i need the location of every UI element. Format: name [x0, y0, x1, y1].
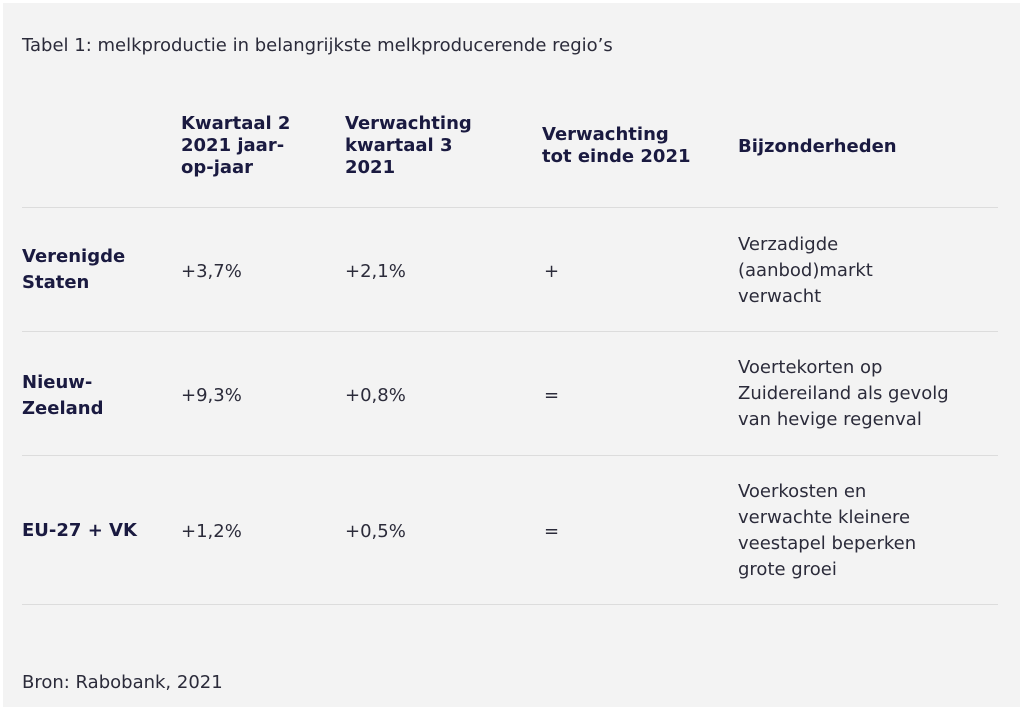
row-divider: [22, 455, 998, 456]
cell-us-q3: +2,1%: [345, 261, 406, 282]
cell-us-notes: Verzadigde (aanbod)markt verwacht: [738, 234, 873, 307]
cell-eu-q2: +1,2%: [181, 521, 242, 542]
header-notes: Bijzonderheden: [738, 136, 897, 157]
row-divider: [22, 207, 998, 208]
header-year-end-forecast: Verwachting tot einde 2021: [542, 124, 691, 167]
cell-eu-q3: +0,5%: [345, 521, 406, 542]
row-divider: [22, 331, 998, 332]
source-note: Bron: Rabobank, 2021: [22, 672, 223, 693]
table-title: Tabel 1: melkproductie in belangrijkste melkproducerende regio’s: [22, 35, 613, 56]
row-divider: [22, 604, 998, 605]
cell-eu-year-end: =: [544, 521, 560, 542]
cell-nz-q2: +9,3%: [181, 385, 242, 406]
cell-us-q2: +3,7%: [181, 261, 242, 282]
cell-nz-notes: Voertekorten op Zuidereiland als gevolg van hevige regenval: [738, 357, 949, 430]
row-region-eu: EU-27 + VK: [22, 520, 137, 541]
row-region-us: Verenigde Staten: [22, 246, 126, 293]
cell-us-year-end: +: [544, 261, 560, 282]
row-region-nz: Nieuw- Zeeland: [22, 372, 104, 419]
cell-nz-q3: +0,8%: [345, 385, 406, 406]
cell-eu-notes: Voerkosten en verwachte kleinere veestapel beperken grote groei: [738, 481, 917, 580]
table-panel: [3, 3, 1020, 707]
header-q2-2021: Kwartaal 2 2021 jaar- op-jaar: [181, 113, 291, 178]
cell-nz-year-end: =: [544, 385, 560, 406]
header-q3-forecast: Verwachting kwartaal 3 2021: [345, 113, 472, 178]
